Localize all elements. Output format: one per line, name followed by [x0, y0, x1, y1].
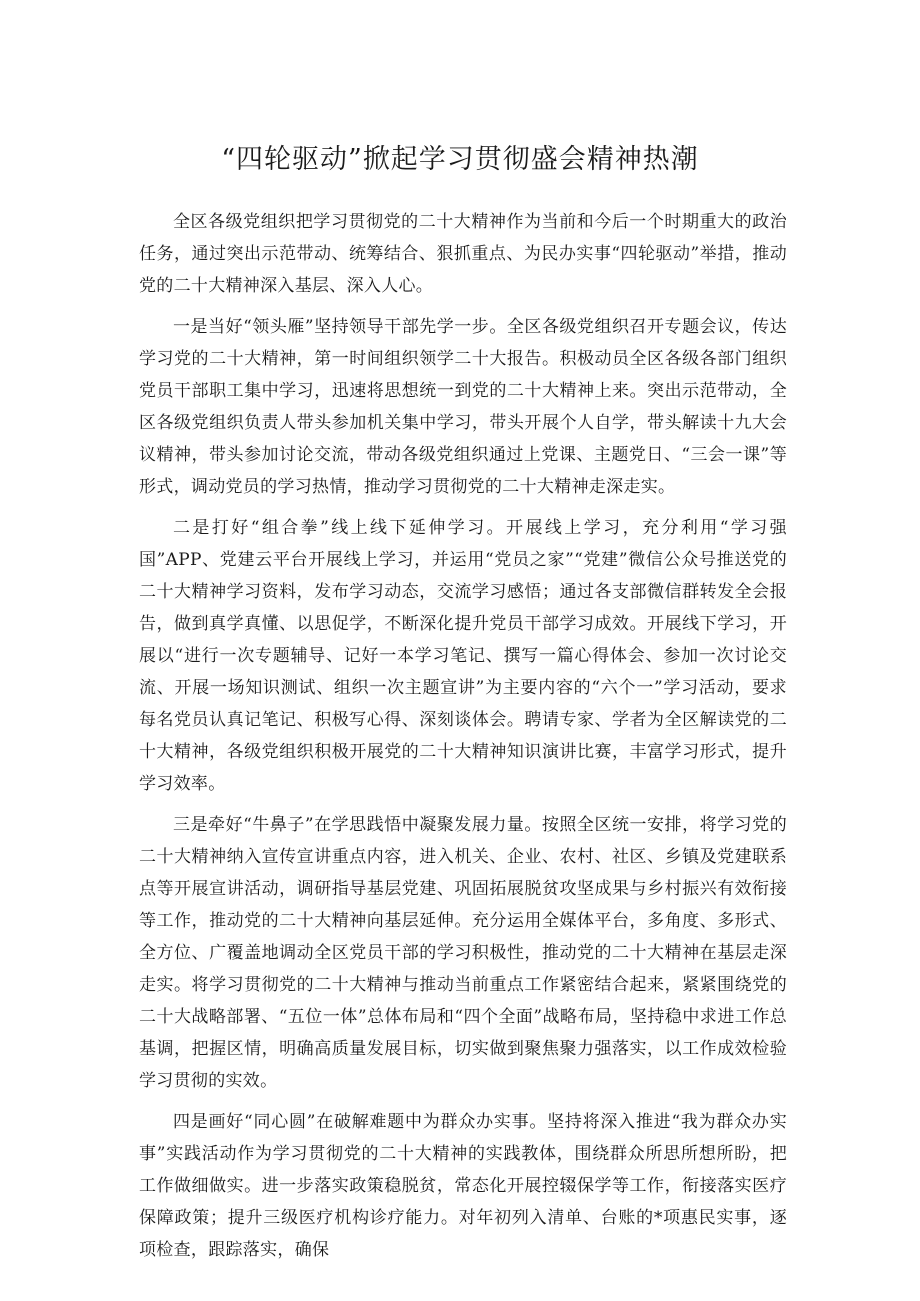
document-body	[139, 206, 787, 1275]
paragraph-1: 一是当好“领头雁”坚持领导干部先学一步。全区各级党组织召开专题会议，传达学习党的二十大精神，第一时间组织领学二十大报告。积极动员全区各级各部门组织党员干部职工集中学习，迅速将思想统一到党的二十大精神上来。突出示范带动，全区各级党组织负责人带头参加机关集中学习，带头开展个人自学，带头解读十九大会议精神，带头参加讨论交流，带动各级党组织通过上党课、主题党日、“三会一课”等形式，调动党员的学习热情，推动学习贯彻党的二十大精神走深走实。	[139, 317, 787, 497]
paragraph-intro: 全区各级党组织把学习贯彻党的二十大精神作为当前和今后一个时期重大的政治任务，通过突出示范带动、统筹结合、狠抓重点、为民办实事“四轮驱动”举措，推动党的二十大精神深入基层、深入人心。	[139, 212, 787, 296]
paragraph-4: 四是画好“同心圆”在破解难题中为群众办实事。坚持将深入推进“我为群众办实事”实践活动作为学习贯彻党的二十大精神的实践教体，围绕群众所思所想所盼，把工作做细做实。进一步落实政策稳脱贫，常态化开展控辍保学等工作，衔接落实医疗保障政策；提升三级医疗机构诊疗能力。对年初列入清单、台账的*项惠民实事，逐项检查，跟踪落实，确保	[139, 1112, 787, 1260]
paragraph-2: 二是打好“组合拳”线上线下延伸学习。开展线上学习，充分利用“学习强国”APP、党建云平台开展线上学习，并运用“党员之家”“党建”微信公众号推送党的二十大精神学习资料，发布学习动态，交流学习感悟；通过各支部微信群转发全会报告，做到真学真懂、以思促学，不断深化提升党员干部学习成效。开展线下学习，开展以“进行一次专题辅导、记好一本学习笔记、撰写一篇心得体会、参加一次讨论交流、开展一场知识测试、组织一次主题宣讲”为主要内容的“六个一”学习活动，要求每名党员认真记笔记、积极写心得、深刻谈体会。聘请专家、学者为全区解读党的二十大精神，各级党组织积极开展党的二十大精神知识演讲比赛，丰富学习形式，提升学习效率。	[139, 518, 787, 794]
document-title: “四轮驱动”掀起学习贯彻盛会精神热潮	[221, 144, 699, 175]
paragraph-3: 三是牵好“牛鼻子”在学思践悟中凝聚发展力量。按照全区统一安排，将学习党的二十大精神纳入宣传宣讲重点内容，进入机关、企业、农村、社区、乡镇及党建联系点等开展宣讲活动，调研指导基层党建、巩固拓展脱贫攻坚成果与乡村振兴有效衔接等工作，推动党的二十大精神向基层延伸。充分运用全媒体平台，多角度、多形式、全方位、广覆盖地调动全区党员干部的学习积极性，推动党的二十大精神在基层走深走实。将学习贯彻党的二十大精神与推动当前重点工作紧密结合起来，紧紧围绕党的二十大战略部署、“五位一体”总体布局和“四个全面”战略布局，坚持稳中求进工作总基调，把握区情，明确高质量发展目标，切实做到聚焦聚力强落实，以工作成效检验学习贯彻的实效。	[139, 815, 787, 1091]
